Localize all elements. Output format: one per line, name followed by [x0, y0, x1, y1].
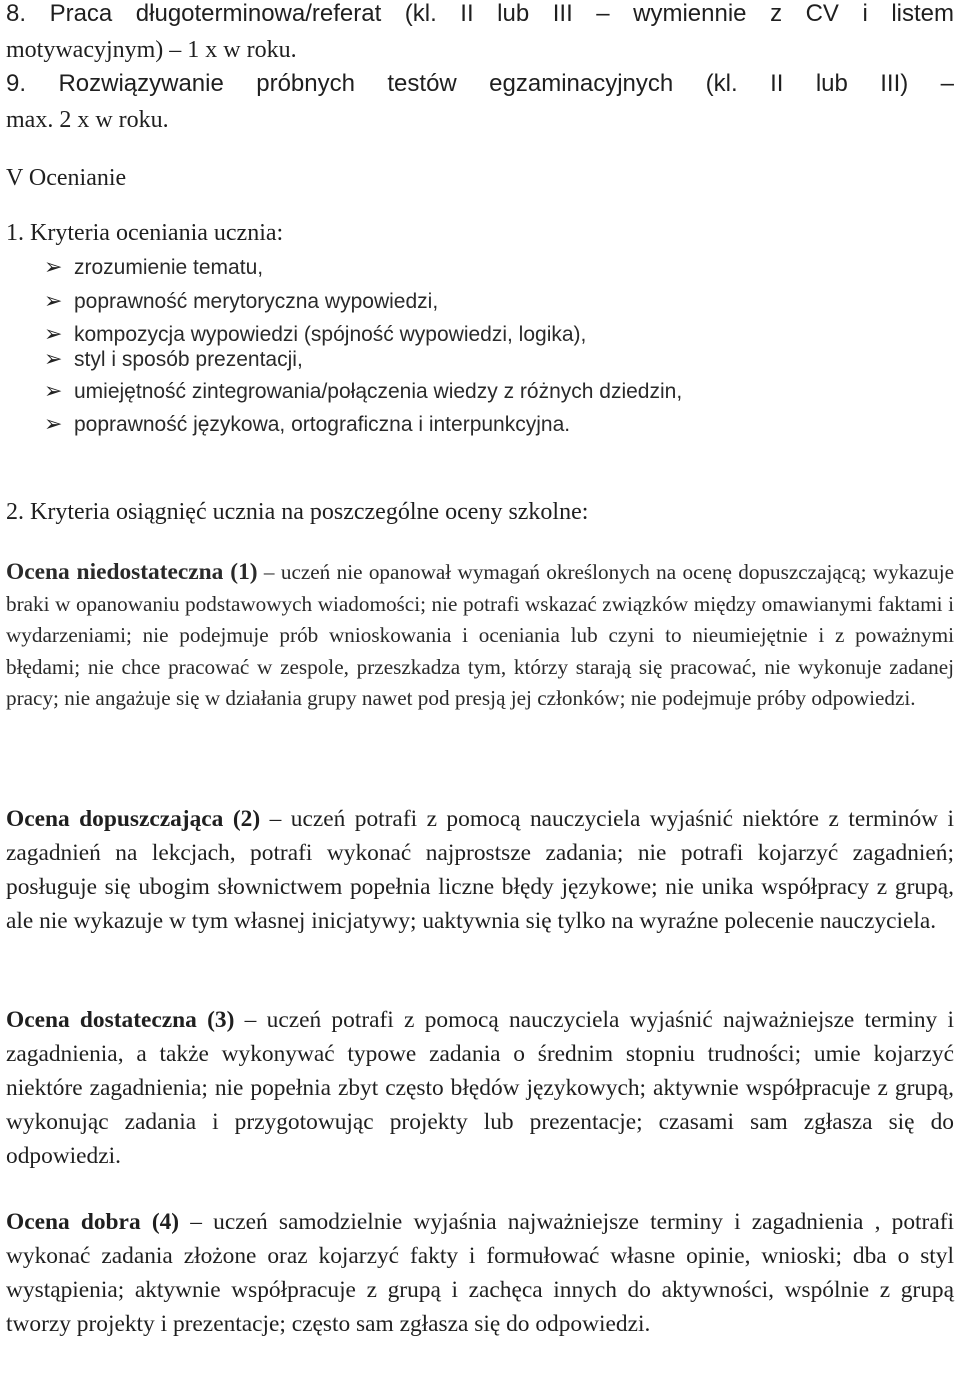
grade-label: Ocena dostateczna (3): [6, 1007, 235, 1033]
arrow-bullet-icon: ➢: [44, 411, 63, 436]
bullet-item: ➢ poprawność językowa, ortograficzna i interpunkcyjna.: [44, 411, 571, 436]
bullet-item: ➢ kompozycja wypowiedzi (spójność wypowiedzi, logika),: [44, 321, 587, 346]
bullet-item: ➢ poprawność merytoryczna wypowiedzi,: [44, 288, 439, 313]
list-item-9-continuation: max. 2 x w roku.: [6, 107, 169, 133]
bullet-item: ➢ styl i sposób prezentacji,: [44, 346, 303, 371]
grade-paragraph-3: [6, 1003, 954, 1173]
arrow-bullet-icon: ➢: [44, 346, 63, 371]
section-heading: V Ocenianie: [6, 165, 127, 191]
grade-description: – uczeń potrafi z pomocą nauczyciela wyjaśnić najważniejsze terminy i zagadnienia, a także wykonywać typowe zadania o średnim stopniu trudności; umie kojarzyć niektóre zagadnienia; nie popełnia zbyt często błędów językowych; aktywnie współpracuje z grupą, wykonując zadania i przygotowując projekty lub prezentacje; czasami sam zgłasza się do odpowiedzi.: [6, 1007, 955, 1169]
grade-label: Ocena dobra (4): [6, 1209, 180, 1235]
grade-paragraph-1: [6, 557, 954, 715]
grade-paragraph-2: [6, 802, 954, 938]
list-item-9: [6, 70, 954, 98]
arrow-bullet-icon: ➢: [44, 321, 63, 346]
list-item-8: [6, 0, 954, 28]
grade-label: Ocena niedostateczna (1): [6, 559, 258, 585]
grade-paragraph-4: [6, 1205, 954, 1341]
grade-label: Ocena dopuszczająca (2): [6, 806, 261, 832]
grade-description: – uczeń nie opanował wymagań określonych na ocenę dopuszczającą; wykazuje braki w opanowaniu podstawowych wiadomości; nie potrafi wskazać związków między omawianymi faktami i wydarzeniami; nie podejmuje prób wnioskowania i oceniania lub czyni to nieumiejętnie i z poważnymi błędami; nie chce pracować w zespole, przeszkadza tym, którzy starają się pracować, nie wykonuje zadanej pracy; nie angażuje się w działania grupy nawet pod presją jej członków; nie podejmuje próby odpowiedzi.: [6, 560, 955, 711]
list-item-number: 9.: [6, 70, 27, 97]
list-item-8-continuation: motywacyjnym) – 1 x w roku.: [6, 37, 297, 63]
grade-description: – uczeń samodzielnie wyjaśnia najważniejsze terminy i zagadnienia , potrafi wykonać zadania złożone oraz kojarzyć fakty i formułować własne opinie, wnioski; dba o styl wystąpienia; aktywnie współpracuje z grupą i zachęca innych do aktywności, wspólnie z grupą tworzy projekty i prezentacje; często sam zgłasza się do odpowiedzi.: [6, 1209, 954, 1337]
list-item-number: 8.: [6, 0, 27, 27]
bullet-item: ➢ zrozumienie tematu,: [44, 254, 264, 279]
criteria-1-title: 1. Kryteria oceniania ucznia:: [6, 220, 284, 246]
arrow-bullet-icon: ➢: [44, 378, 63, 403]
arrow-bullet-icon: ➢: [44, 254, 63, 279]
grade-description: – uczeń potrafi z pomocą nauczyciela wyjaśnić niektóre z terminów i zagadnień na lekcjach, potrafi wykonać najprostsze zadania; nie potrafi kojarzyć zagadnień; posługuje się ubogim słownictwem popełnia liczne błędy językowe; nie unika współpracy z grupą, ale nie wykazuje w tym własnej inicjatywy; uaktywnia się tylko na wyraźne polecenie nauczyciela.: [6, 806, 954, 934]
bullet-item: ➢ umiejętność zintegrowania/połączenia wiedzy z różnych dziedzin,: [44, 378, 683, 403]
list-item-text: Rozwiązywanie próbnych testów egzaminacyjnych (kl. II lub III) –: [58, 70, 955, 97]
list-item-text: Praca długoterminowa/referat (kl. II lub III – wymiennie z CV i listem: [49, 0, 955, 27]
arrow-bullet-icon: ➢: [44, 288, 63, 313]
criteria-2-title: 2. Kryteria osiągnięć ucznia na poszczególne oceny szkolne:: [6, 499, 589, 525]
